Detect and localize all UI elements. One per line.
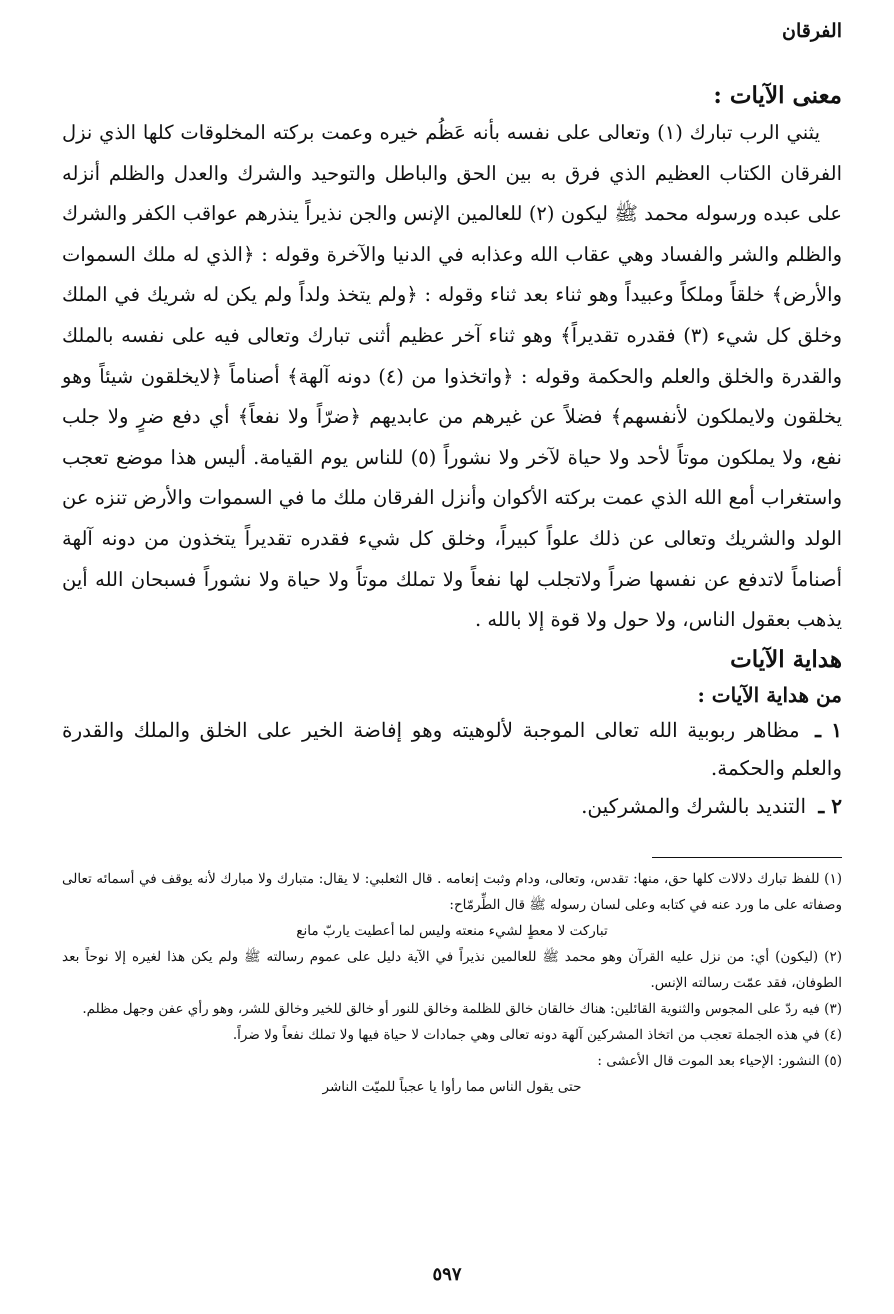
guidance-list bbox=[62, 711, 842, 825]
guidance-point-text: مظاهر ربوبية الله تعالى الموجبة لألوهيته وهو إفاضة الخير على الخلق والملك والقدرة والعلم والحكمة. bbox=[62, 717, 842, 780]
footnote-1: (١) للفظ تبارك دلالات كلها حق، منها: تقدس، وتعالى، ودام وثبت إنعامه . قال الثعلبي: لا يقال: متبارك ولا مبارك لأنه يوقف في أسمائه تعالى وصفاته على ما ورد عنه في كتابه وعلى لسان رسوله ﷺ قال الطِّرمّاح: bbox=[62, 870, 842, 913]
meaning-paragraph: يثني الرب تبارك (١) وتعالى على نفسه بأنه عَظُم خيره وعمت بركته المخلوقات كلها الذي نزل الفرقان الكتاب العظيم الذي فرق به بين الحق والباطل والتوحيد والشرك والعدل والظلم أنزله على عبده ورسوله محمد ﷺ ليكون (٢) للعالمين الإنس والجن نذيراً ينذرهم عواقب الكفر والشرك والظلم والشر والفساد وهي عقاب الله وعذابه في الدنيا والآخرة وقوله : ﴿الذي له ملك السموات والأرض﴾ خلقاً وملكاً وعبيداً وهو ثناء بعد ثناء وقوله : ﴿ولم يتخذ ولداً ولم يكن له شريك في الملك وخلق كل شيء (٣) فقدره تقديراً﴾ وهو ثناء آخر عظيم أثنى تبارك وتعالى فيه على نفسه بالملك والقدرة والخلق والعلم والحكمة وقوله : ﴿واتخذوا من (٤) دونه آلهة﴾ أصناماً ﴿لايخلقون شيئاً وهو يخلقون ولايملكون لأنفسهم﴾ فضلاً عن غيرهم من عابديهم ﴿ضرّاً ولا نفعاً﴾ أي دفع ضرٍ ولا جلب نفع، ولا يملكون موتاً لأحد ولا حياة لآخر ولا نشوراً (٥) للناس يوم القيامة. أليس هذا موضع تعجب واستغراب أمع الله الذي عمت بركته الأكوان وأنزل الفرقان ملك ما في السموات والأرض تنزه عن الولد والشريك وتعالى عن ذلك علواً كبيراً، وخلق كل شيء فقدره تقديراً يتخذون من دونه آلهة أصناماً لاتدفع عن نفسها ضراً ولاتجلب لها نفعاً ولا تملك موتاً ولا حياة ولا نشوراً فسبحان الله أين يذهب بعقول الناس، ولا حول ولا قوة إلا بالله . bbox=[62, 121, 842, 632]
footnote-1-verse: تباركت لا معطٍ لشيء منعته وليس لما أعطيت ياربّ مانع bbox=[296, 922, 608, 939]
footnote-divider bbox=[652, 857, 842, 858]
running-head: الفرقان bbox=[782, 20, 842, 42]
page-number: ٥٩٧ bbox=[432, 1264, 462, 1285]
guidance-point bbox=[62, 711, 842, 787]
footnote-2: (٢) (ليكون) أي: من نزل عليه القرآن وهو محمد ﷺ للعالمين نذيراً في الآية دليل على عموم رسالته ﷺ ولم يكن هذا لغيره إلا نوحاً بعد الطوفان، فقد عمّت رسالته الإنس. bbox=[62, 948, 842, 991]
footnote-3: (٣) فيه ردّ على المجوس والثنوية القائلين: هناك خالقان خالق للظلمة وخالق للنور أو خالق للخير وخالق للشر، وهو رأي عفن وجهل مظلم. bbox=[82, 1000, 842, 1017]
guidance-point-number: ١ ـ bbox=[815, 717, 843, 742]
guidance-point-number: ٢ ـ bbox=[818, 793, 842, 818]
guidance-point bbox=[62, 787, 842, 825]
guidance-lead: من هداية الآيات : bbox=[697, 682, 842, 707]
book-page bbox=[62, 20, 842, 1310]
guidance-point-text: التنديد بالشرك والمشركين. bbox=[581, 793, 807, 818]
footnote-5: (٥) النشور: الإحياء بعد الموت قال الأعشى : bbox=[597, 1052, 842, 1069]
meaning-body bbox=[62, 113, 842, 641]
footnote-5-verse: حتى يقول الناس مما رأوا يا عجباً للميّت الناشر bbox=[322, 1078, 582, 1095]
footnotes bbox=[62, 866, 842, 1100]
footnote-4: (٤) في هذه الجملة تعجب من اتخاذ المشركين آلهة دونه تعالى وهي جمادات لا حياة فيها ولا تملك نفعاً ولا ضراً. bbox=[232, 1026, 842, 1043]
meaning-title: معنى الآيات : bbox=[713, 82, 842, 109]
guidance-title: هداية الآيات bbox=[730, 645, 842, 673]
